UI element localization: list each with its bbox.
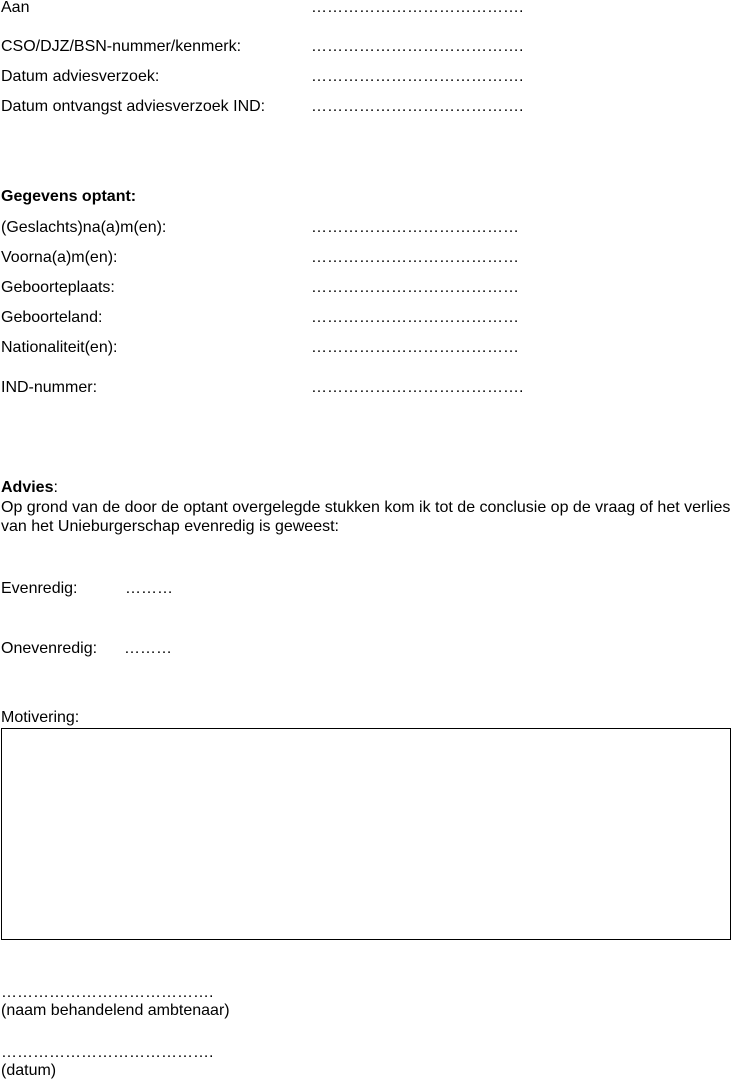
signature-name-dots[interactable]: …………………………………. <box>1 984 214 1001</box>
field-value-nationaliteit[interactable]: ………………………………… <box>311 339 519 356</box>
field-value-datum-ontvangst[interactable]: …………………………………. <box>311 98 524 115</box>
field-label-nationaliteit: Nationaliteit(en): <box>1 339 118 356</box>
field-value-geboorteplaats[interactable]: ………………………………… <box>311 279 519 296</box>
field-value-geslachtsnaam[interactable]: ………………………………… <box>311 219 519 236</box>
field-label-voornamen: Voorna(a)m(en): <box>1 249 118 266</box>
advies-heading-colon: : <box>53 479 58 496</box>
motivering-label: Motivering: <box>1 709 80 726</box>
signature-date-caption: (datum) <box>1 1062 57 1079</box>
field-label-geslachtsnaam: (Geslachts)na(a)m(en): <box>1 219 167 236</box>
advies-paragraph: Op grond van de door de optant overgelegde stukken kom ik tot de conclusie op de vraag of het verlies van het Unieburgerschap evenredig is geweest: <box>1 499 731 535</box>
motivering-box[interactable] <box>1 728 731 940</box>
field-label-geboorteplaats: Geboorteplaats: <box>1 279 115 296</box>
evenredig-value[interactable]: ……… <box>125 580 173 597</box>
signature-name-caption: (naam behandelend ambtenaar) <box>1 1002 230 1019</box>
field-value-kenmerk[interactable]: …………………………………. <box>311 38 524 55</box>
onevenredig-value[interactable]: ……… <box>124 640 172 657</box>
field-label-datum-adviesverzoek: Datum adviesverzoek: <box>1 68 160 85</box>
field-value-datum-adviesverzoek[interactable]: …………………………………. <box>311 68 524 85</box>
field-value-aan[interactable]: …………………………………. <box>311 0 524 16</box>
field-value-geboorteland[interactable]: ………………………………… <box>311 309 519 326</box>
advies-heading-text: Advies <box>1 479 54 496</box>
field-label-datum-ontvangst: Datum ontvangst adviesverzoek IND: <box>1 98 266 115</box>
evenredig-label: Evenredig: <box>1 580 78 597</box>
section-heading-advies <box>1 478 58 497</box>
signature-date-dots[interactable]: …………………………………. <box>1 1044 214 1061</box>
field-label-aan: Aan <box>1 0 30 16</box>
field-label-kenmerk: CSO/DJZ/BSN-nummer/kenmerk: <box>1 38 242 55</box>
field-label-geboorteland: Geboorteland: <box>1 309 103 326</box>
onevenredig-label: Onevenredig: <box>1 640 98 657</box>
section-heading-optant: Gegevens optant: <box>1 188 137 205</box>
field-value-ind-nummer[interactable]: …………………………………. <box>311 379 524 396</box>
field-label-ind-nummer: IND-nummer: <box>1 379 98 396</box>
field-value-voornamen[interactable]: ………………………………… <box>311 249 519 266</box>
